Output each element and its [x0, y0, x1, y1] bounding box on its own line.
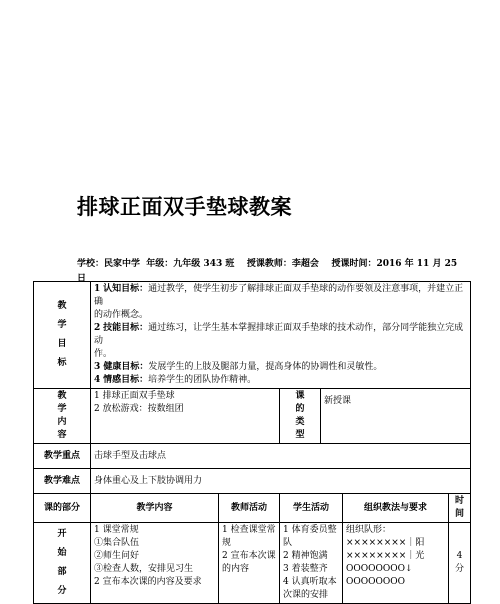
section-start-content: 1 课堂常规 ①集合队伍 ②师生问好 ③检查人数，安排见习生 2 宣布本次课的内容及要求 [91, 523, 219, 604]
goal-item: 3 健康目标：发展学生的上肢及腿部力量，提高身体的协调性和灵敏性。 [94, 362, 383, 372]
difficulty-row [34, 469, 471, 494]
goal-item: 1 认知目标：通过教学，使学生初步了解排球正面双手垫球的动作要领及注意事项，并建立正确 [94, 284, 464, 307]
header-row [34, 494, 471, 523]
section-start-row [34, 523, 471, 604]
header-org: 组织教法与要求 [343, 494, 449, 523]
section-start-student: 1 体育委员整 队 2 精神饱满 3 着装整齐 4 认真听取本 次课的安排 [280, 523, 343, 604]
content-label: 教 学 内 容 [34, 389, 91, 444]
header-content: 教学内容 [91, 494, 219, 523]
key-point-value: 击球手型及击球点 [91, 444, 471, 469]
section-start-org: 组织队形： ××××××××｜阳 ××××××××｜光 OOOOOOOO↓ OOOOOOOO [343, 523, 449, 604]
goals-cell: 1 认知目标：通过教学，使学生初步了解排球正面双手垫球的动作要领及注意事项，并建立正确 的动作概念。 2 技能目标：通过练习，让学生基本掌握排球正面双手垫球的技术动作，部分同学能独立完成动 作。 3 健康目标：发展学生的上肢及腿部力量，提高身体的协调性和灵敏性。 4 情感目标：培养学生的团队协作精神。 [91, 282, 471, 389]
goal-item: 4 情感目标：培养学生的团队协作精神。 [94, 375, 257, 385]
section-start-teacher: 1 检查课堂常 规 2 宣布本次课 的内容 [219, 523, 280, 604]
header-student: 学生活动 [280, 494, 343, 523]
goals-row [34, 282, 471, 389]
document-title: 排球正面双手垫球教案 [77, 195, 292, 219]
header-time: 时 间 [449, 494, 471, 523]
goals-label: 教 学 目 标 [34, 282, 91, 389]
time-info-cont: 日 [77, 274, 87, 284]
lesson-type-value: 新授课 [321, 389, 471, 444]
difficulty-label: 教学难点 [34, 469, 91, 494]
time-info: 授课时间：2016 年 11 月 25 [331, 259, 458, 269]
school-info: 学校：民家中学 [77, 259, 141, 269]
difficulty-value: 身体重心及上下肢协调用力 [91, 469, 471, 494]
key-point-row [34, 444, 471, 469]
content-row [34, 389, 471, 444]
section-start-time: 4 分 [449, 523, 471, 604]
lesson-type-label: 课 的 类 型 [280, 389, 321, 444]
header-teacher: 教师活动 [219, 494, 280, 523]
teacher-info: 授课教师：李超会 [246, 259, 319, 269]
grade-info: 年级：九年级 343 班 [146, 259, 235, 269]
goal-item: 2 技能目标：通过练习，让学生基本掌握排球正面双手垫球的技术动作，部分同学能独立完成动 [94, 323, 464, 346]
content-items: 1 排球正面双手垫球 2 放松游戏：按数组团 [91, 389, 280, 444]
lesson-plan-table [33, 281, 471, 604]
section-start-label: 开 始 部 分 [34, 523, 91, 604]
header-part: 课的部分 [34, 494, 91, 523]
key-point-label: 教学重点 [34, 444, 91, 469]
